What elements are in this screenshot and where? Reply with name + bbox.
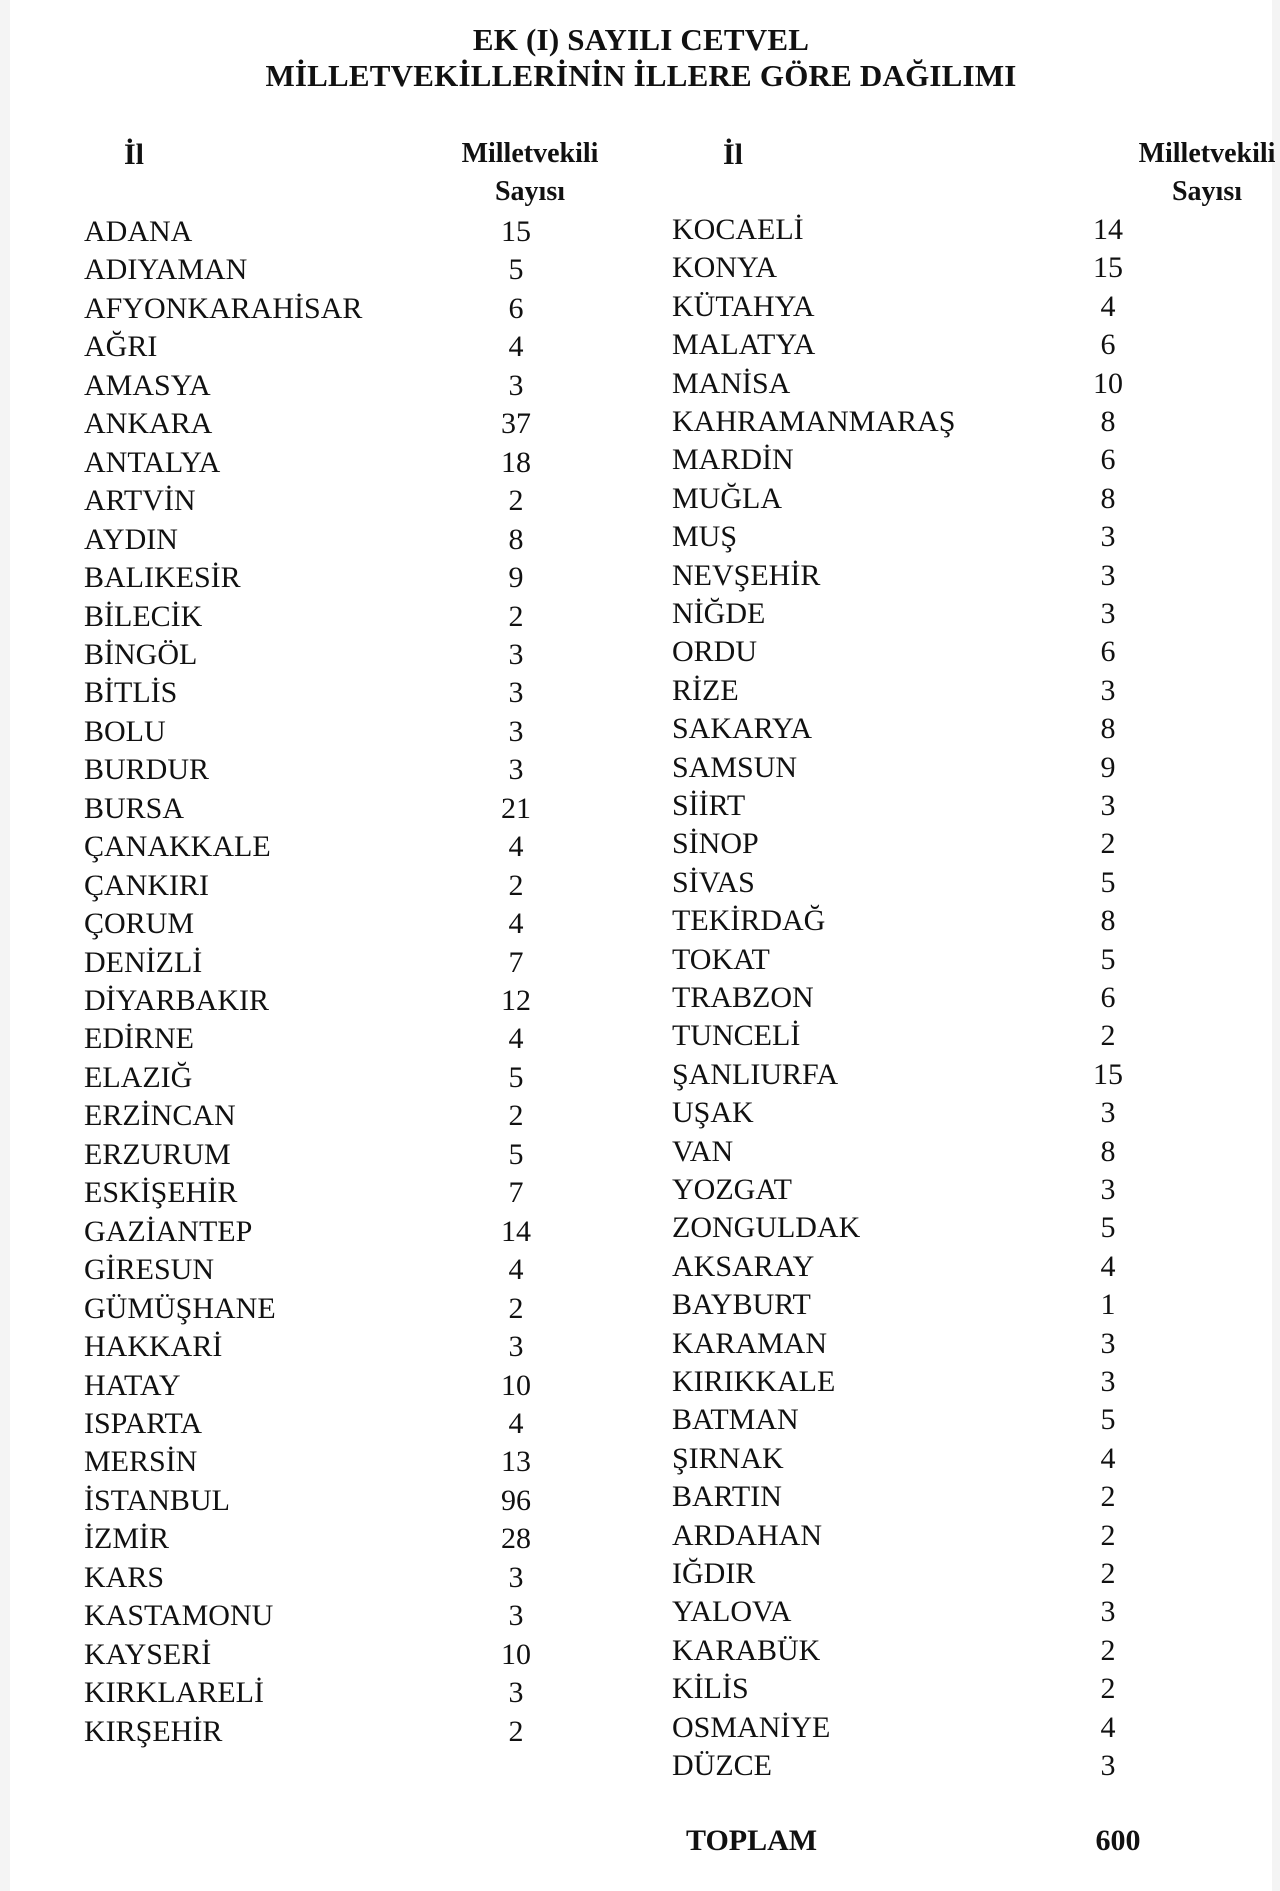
deputy-count: 3 [1100, 1749, 1116, 1782]
deputy-count: 13 [501, 1445, 531, 1479]
province-header: İl [723, 138, 744, 171]
deputy-count: 3 [508, 637, 524, 671]
deputy-count: 9 [508, 561, 524, 595]
deputy-count: 4 [508, 1406, 524, 1440]
deputy-count: 2 [1100, 1518, 1116, 1552]
deputy-count: 14 [1093, 213, 1123, 246]
count-header [1107, 135, 1280, 211]
province-name: BARTIN [672, 1480, 782, 1514]
province-name: KAYSERİ [84, 1637, 212, 1671]
province-name: ANKARA [84, 407, 213, 441]
province-name: MANİSA [672, 366, 791, 400]
province-name: IĞDIR [672, 1557, 756, 1590]
province-name: MUĞLA [672, 481, 782, 515]
province-name: AFYONKARAHİSAR [84, 291, 363, 325]
deputy-count: 6 [1100, 328, 1116, 362]
deputy-count: 8 [508, 522, 524, 556]
province-name: KARS [84, 1560, 165, 1594]
province-name: ISPARTA [84, 1406, 203, 1440]
province-name: YOZGAT [672, 1173, 792, 1206]
deputy-count: 8 [1100, 481, 1116, 515]
province-name: KOCAELİ [672, 213, 804, 246]
count-header-line1: Milletvekili [461, 138, 599, 169]
province-name: BURDUR [84, 753, 210, 787]
deputy-count: 4 [508, 1253, 524, 1287]
deputy-count: 6 [1100, 981, 1116, 1014]
province-name: YALOVA [672, 1595, 792, 1629]
province-name: KÜTAHYA [672, 289, 815, 323]
province-name: ORDU [672, 635, 758, 669]
province-name: SAMSUN [672, 750, 798, 784]
deputy-count: 1 [1100, 1288, 1116, 1322]
province-name: ADANA [84, 215, 193, 248]
province-name: KARABÜK [672, 1633, 821, 1667]
province-name: ŞIRNAK [672, 1441, 784, 1475]
deputy-count: 4 [1100, 1441, 1116, 1475]
province-name: EDİRNE [84, 1022, 194, 1056]
province-name: BİNGÖL [84, 637, 198, 671]
deputy-count: 3 [508, 1676, 524, 1710]
deputy-count: 3 [1100, 789, 1116, 822]
deputy-count: 8 [1100, 712, 1116, 746]
province-name: ANTALYA [84, 445, 221, 479]
province-name: ESKİŞEHİR [84, 1176, 238, 1210]
deputy-count: 14 [501, 1214, 531, 1248]
province-name: SİNOP [672, 827, 759, 861]
province-name: NİĞDE [672, 597, 766, 630]
province-name: ERZİNCAN [84, 1099, 236, 1133]
count-header-line2: Sayısı [494, 176, 566, 207]
document-page [10, 0, 1276, 1891]
deputy-count: 37 [501, 407, 531, 441]
province-name: MALATYA [672, 328, 816, 362]
deputy-count: 96 [501, 1483, 531, 1517]
province-name: ÇANAKKALE [84, 830, 271, 864]
province-name: KIRŞEHİR [84, 1714, 223, 1748]
deputy-count: 3 [1100, 558, 1116, 592]
deputy-count: 2 [1100, 1019, 1116, 1053]
deputy-count: 4 [508, 330, 524, 364]
province-name: VAN [672, 1134, 734, 1168]
deputy-count: 2 [1100, 1633, 1116, 1667]
deputy-count: 10 [501, 1637, 531, 1671]
deputy-count: 5 [508, 1137, 524, 1171]
province-name: DİYARBAKIR [84, 984, 270, 1017]
deputy-count: 5 [1100, 865, 1116, 899]
deputy-count: 3 [1100, 1326, 1116, 1360]
deputy-count: 2 [1100, 1672, 1116, 1706]
province-name: ADIYAMAN [84, 253, 248, 287]
province-name: ZONGULDAK [672, 1211, 861, 1245]
province-name: TEKİRDAĞ [672, 904, 826, 938]
province-name: MARDİN [672, 443, 794, 477]
count-header-line1: Milletvekili [1138, 138, 1276, 169]
deputy-count: 15 [1093, 251, 1123, 285]
province-name: DÜZCE [672, 1749, 772, 1782]
deputy-count: 28 [501, 1522, 531, 1556]
deputy-count: 3 [508, 368, 524, 402]
deputy-count: 7 [508, 945, 524, 979]
deputy-count: 3 [508, 1560, 524, 1594]
deputy-count: 8 [1100, 405, 1116, 438]
province-name: BOLU [84, 714, 166, 748]
deputy-count: 3 [1100, 1173, 1116, 1206]
province-name: AKSARAY [672, 1249, 815, 1283]
deputy-count: 21 [501, 791, 531, 825]
province-name: KİLİS [672, 1672, 749, 1706]
deputy-count: 3 [508, 1330, 524, 1364]
province-name: BAYBURT [672, 1288, 811, 1322]
deputy-count: 2 [508, 484, 524, 518]
province-name: ARDAHAN [672, 1518, 822, 1552]
province-name: ŞANLIURFA [672, 1057, 839, 1091]
deputy-count: 2 [1100, 1557, 1116, 1590]
province-name: ARTVİN [84, 484, 196, 518]
deputy-count: 4 [1100, 1249, 1116, 1283]
province-name: İSTANBUL [84, 1483, 230, 1517]
province-name: BALIKESİR [84, 561, 241, 595]
deputy-count: 6 [1100, 443, 1116, 477]
total-value: 600 [1095, 1824, 1141, 1857]
province-name: ERZURUM [84, 1137, 231, 1171]
deputy-count: 5 [1100, 1403, 1116, 1437]
deputy-count: 5 [1100, 942, 1116, 976]
province-name: ÇANKIRI [84, 868, 209, 902]
deputy-count: 2 [508, 1291, 524, 1325]
count-header [430, 135, 630, 211]
province-name: SAKARYA [672, 712, 813, 746]
deputy-count: 3 [508, 676, 524, 710]
province-name: BURSA [84, 791, 185, 825]
province-name: HATAY [84, 1368, 181, 1402]
deputy-count: 3 [1100, 597, 1116, 630]
province-name: AMASYA [84, 368, 211, 402]
deputy-count: 5 [1100, 1211, 1116, 1245]
deputy-count: 3 [508, 714, 524, 748]
province-name: TOKAT [672, 942, 770, 976]
province-name: AYDIN [84, 522, 178, 556]
province-name: GİRESUN [84, 1253, 215, 1287]
deputy-count: 4 [508, 1022, 524, 1056]
province-name: İZMİR [84, 1522, 169, 1556]
province-name: BİLECİK [84, 599, 203, 633]
province-name: ÇORUM [84, 907, 195, 941]
province-name: AĞRI [84, 330, 158, 364]
province-name: DENİZLİ [84, 945, 203, 979]
deputy-count: 2 [508, 1714, 524, 1748]
province-name: HAKKARİ [84, 1330, 223, 1364]
deputy-count: 5 [508, 253, 524, 287]
deputy-count: 3 [1100, 1365, 1116, 1398]
province-name: RİZE [672, 673, 739, 707]
deputy-count: 15 [501, 215, 531, 248]
province-name: BATMAN [672, 1403, 799, 1437]
province-name: KIRIKKALE [672, 1365, 836, 1398]
province-name: KONYA [672, 251, 777, 285]
deputy-count: 4 [508, 830, 524, 864]
deputy-count: 3 [508, 753, 524, 787]
province-name: GÜMÜŞHANE [84, 1291, 276, 1325]
deputy-count: 4 [1100, 289, 1116, 323]
deputy-count: 4 [508, 907, 524, 941]
province-name: ELAZIĞ [84, 1060, 193, 1094]
deputy-count: 3 [508, 1599, 524, 1633]
deputy-count: 3 [1100, 520, 1116, 554]
deputy-count: 8 [1100, 904, 1116, 938]
province-name: UŞAK [672, 1096, 754, 1130]
total-label: TOPLAM [686, 1824, 818, 1857]
deputy-count: 15 [1093, 1057, 1123, 1091]
deputy-count: 7 [508, 1176, 524, 1210]
document-title: EK (I) SAYILI CETVEL [472, 22, 810, 57]
deputy-count: 10 [1093, 366, 1123, 400]
province-name: KASTAMONU [84, 1599, 274, 1633]
deputy-count: 4 [1100, 1710, 1116, 1744]
deputy-count: 2 [1100, 827, 1116, 861]
province-name: TUNCELİ [672, 1019, 801, 1053]
count-header-line2: Sayısı [1171, 176, 1243, 207]
deputy-count: 3 [1100, 1096, 1116, 1130]
deputy-count: 10 [501, 1368, 531, 1402]
deputy-count: 2 [508, 1099, 524, 1133]
province-name: MUŞ [672, 520, 738, 554]
province-name: OSMANİYE [672, 1710, 831, 1744]
province-name: TRABZON [672, 981, 814, 1014]
province-name: GAZİANTEP [84, 1214, 253, 1248]
deputy-count: 8 [1100, 1134, 1116, 1168]
province-name: BİTLİS [84, 676, 178, 710]
deputy-count: 12 [501, 984, 531, 1017]
deputy-count: 6 [1100, 635, 1116, 669]
province-name: NEVŞEHİR [672, 558, 821, 592]
document-subtitle: MİLLETVEKİLLERİNİN İLLERE GÖRE DAĞILIMI [265, 58, 1017, 93]
deputy-count: 3 [1100, 1595, 1116, 1629]
province-name: SİİRT [672, 789, 746, 822]
deputy-count: 5 [508, 1060, 524, 1094]
deputy-count: 9 [1100, 750, 1116, 784]
deputy-count: 2 [1100, 1480, 1116, 1514]
deputy-count: 6 [508, 291, 524, 325]
province-name: KIRKLARELİ [84, 1676, 264, 1710]
deputy-count: 2 [508, 599, 524, 633]
province-name: MERSİN [84, 1445, 198, 1479]
deputy-count: 2 [508, 868, 524, 902]
province-name: KAHRAMANMARAŞ [672, 405, 956, 438]
province-header: İl [124, 138, 145, 171]
deputy-count: 18 [501, 445, 531, 479]
deputy-count: 3 [1100, 673, 1116, 707]
province-name: SİVAS [672, 865, 755, 899]
province-name: KARAMAN [672, 1326, 828, 1360]
